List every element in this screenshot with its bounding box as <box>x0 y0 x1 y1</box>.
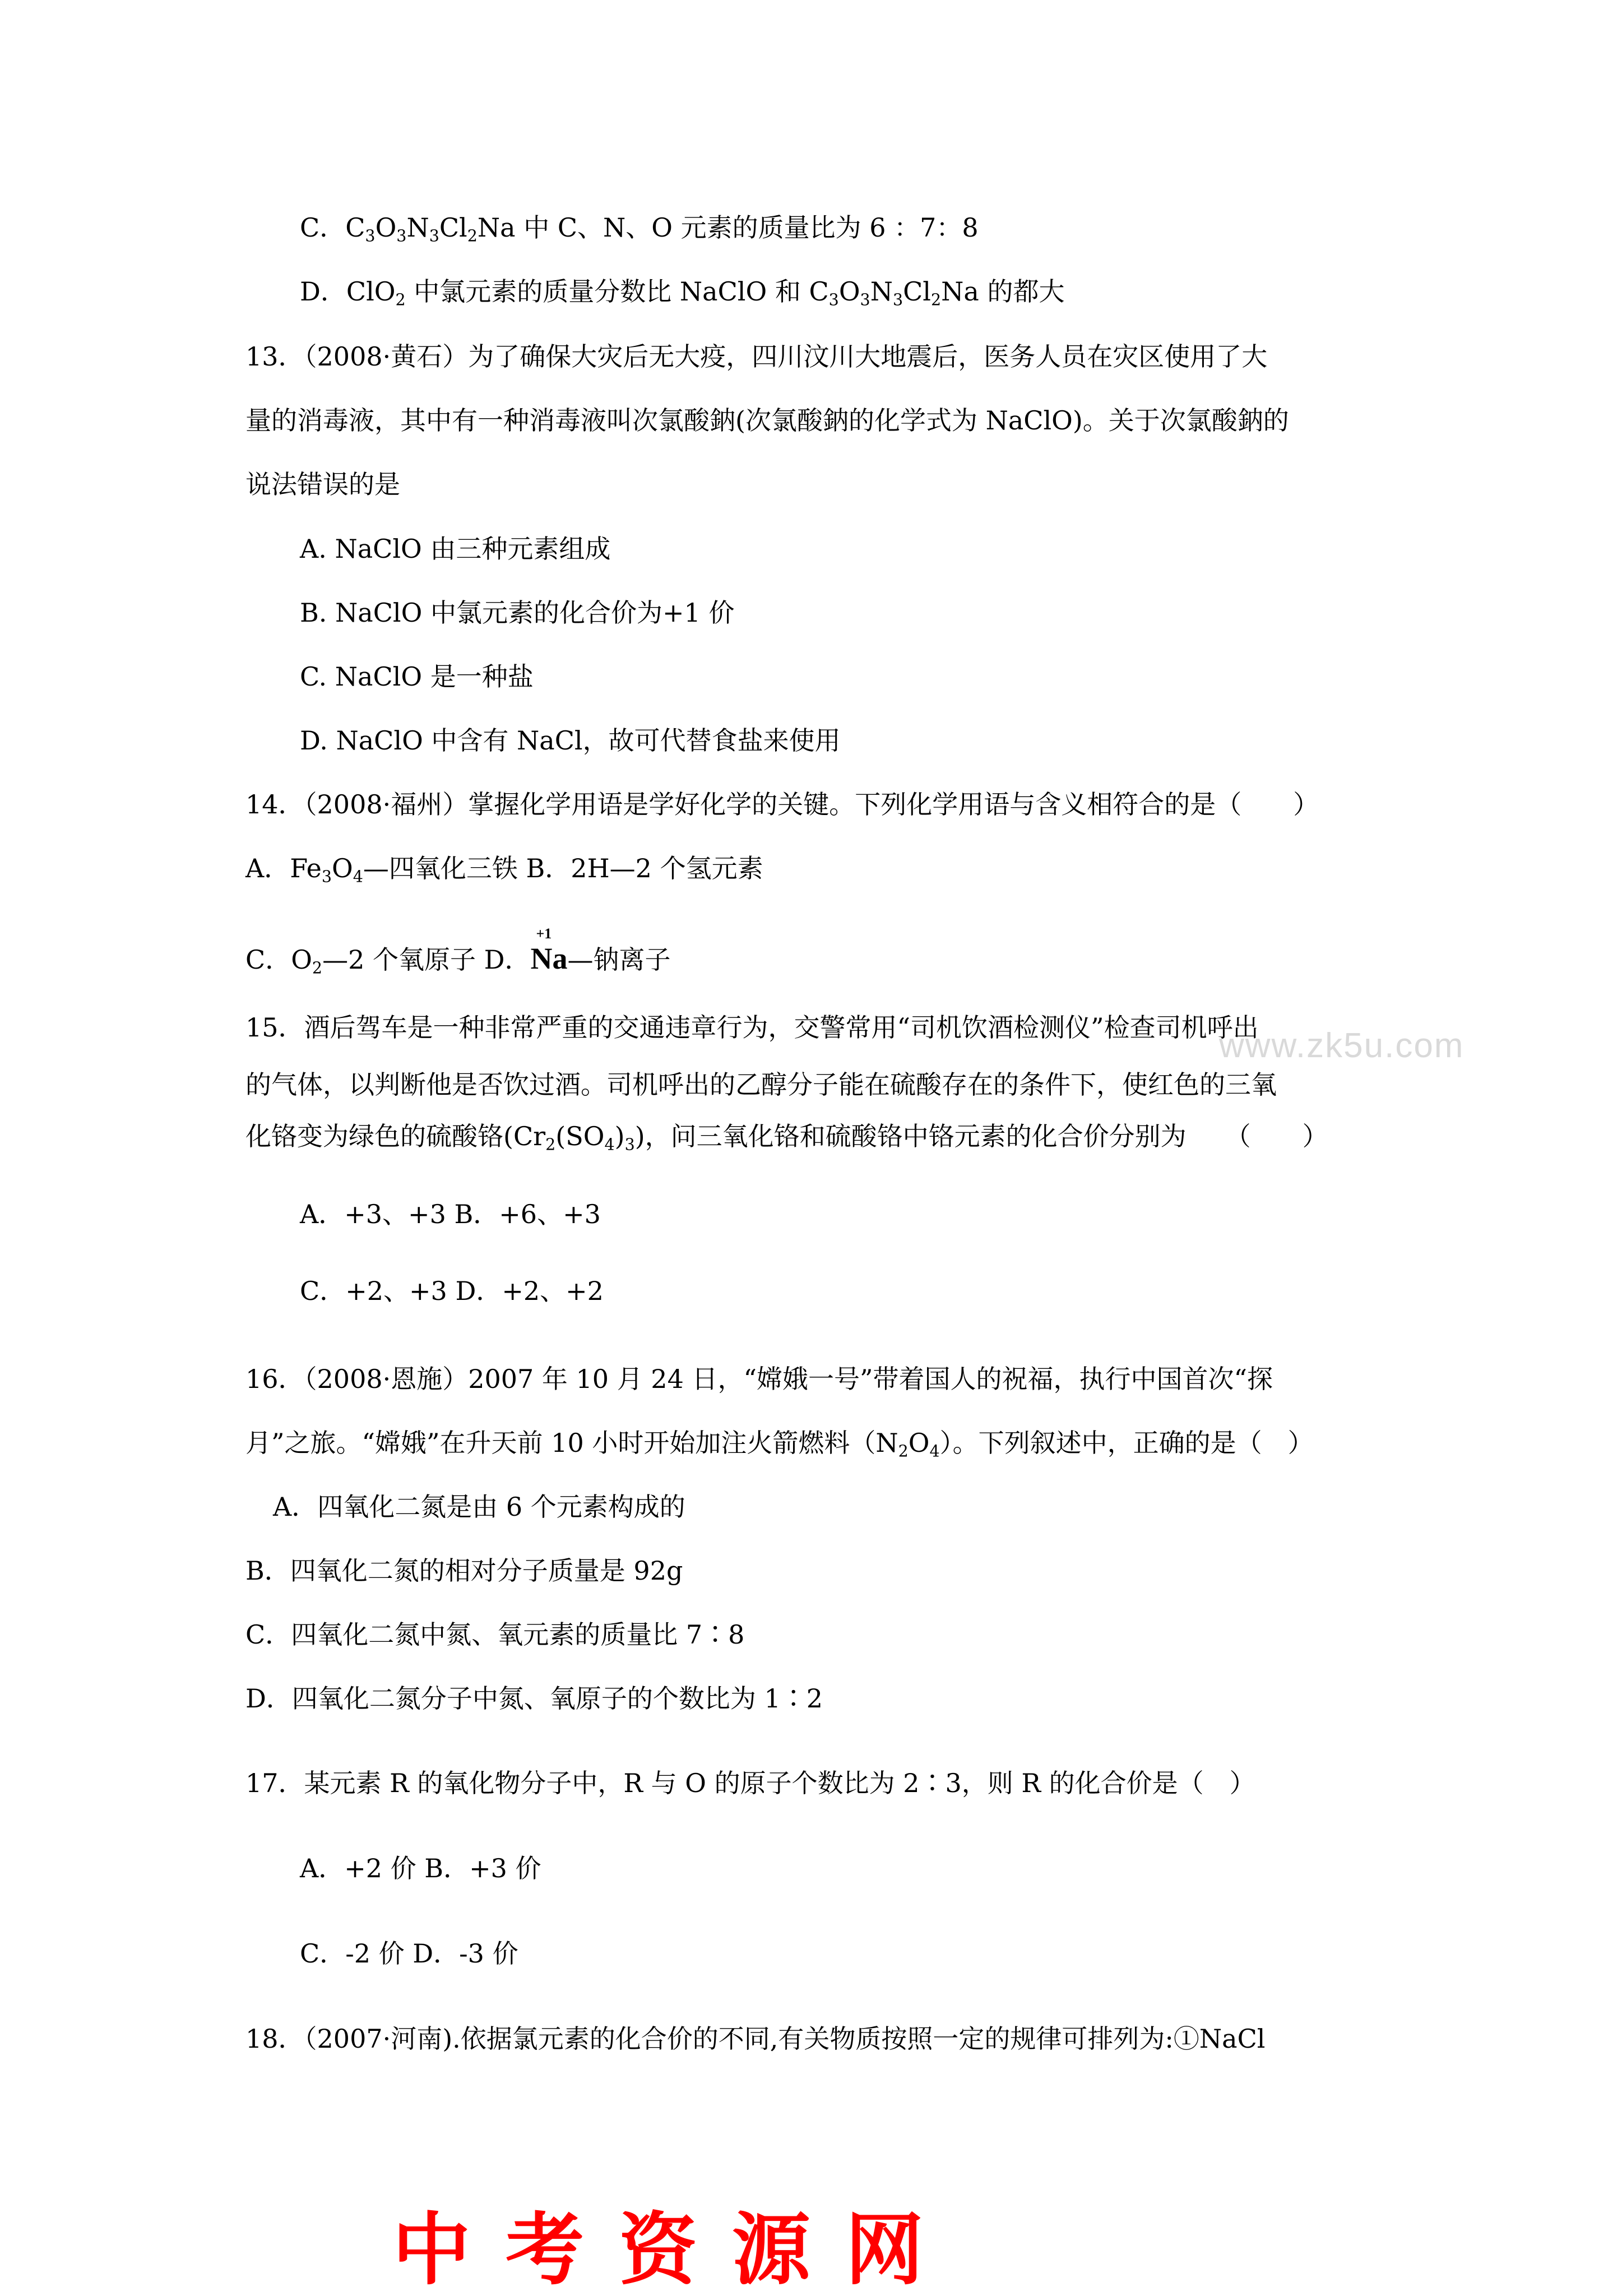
q13-option-a: A. NaClO 由三种元素组成 <box>300 534 611 564</box>
q16-stem-line2: 月”之旅。“嫦娥”在升天前 10 小时开始加注火箭燃料$(N_2O_4)$。下列叙述中，正确的是（ ） <box>245 1428 1314 1461</box>
q13-stem-line2: 量的消毒液，其中有一种消毒液叫次氯酸鈉(次氯酸鈉的化学式为 NaClO)。关于次氯酸鈉的 <box>245 405 1289 436</box>
q15-stem-line3: 化铬变为绿色的硫酸铬$(Cr_2(SO_4)_3)$，问三氧化铬和硫酸铬中铬元素的化合价分别为 （ ） <box>245 1121 1328 1154</box>
q13-option-d: D. NaClO 中含有 NaCl，故可代替食盐来使用 <box>300 725 841 756</box>
q15-options-ab: A．+3、+3 B．+6、+3 <box>300 1199 601 1229</box>
q18-stem: 18．（2007·河南).依据氯元素的化合价的不同,有关物质按照一定的规律可排列为:①NaCl <box>245 2024 1266 2054</box>
watermark: www.zk5u.com <box>1219 1026 1465 1065</box>
q16-option-d: D．四氧化二氮分子中氮、氧原子的个数比为 1∶2 <box>245 1683 823 1714</box>
q13-stem-line3: 说法错误的是 <box>245 469 400 499</box>
q13-option-c: C. NaClO 是一种盐 <box>300 661 534 692</box>
q12-option-c: C．$C_3O_3N_3Cl_2Na$ 中 C、N、O 元素的质量比为 6 ：7：8 <box>300 212 979 246</box>
q16-option-a: A．四氧化二氮是由 6 个元素构成的 <box>273 1492 685 1522</box>
q16-stem-line1: 16．（2008·恩施）2007 年 10 月 24 日，“嫦娥一号”带着国人的祝福，执行中国首次“探 <box>245 1364 1273 1394</box>
q17-options-cd: C．-2 价 D．-3 价 <box>300 1938 518 1969</box>
q14-options-cd: C．$O_2—2$ 个氧原子 D． +1 Na—钠离子 <box>245 925 671 978</box>
footer-banner: 中考资源网 <box>392 2205 959 2296</box>
q14-stem: 14．（2008·福州）掌握化学用语是学好化学的关键。下列化学用语与含义相符合的是（ ） <box>245 789 1319 820</box>
q13-option-b: B. NaClO 中氯元素的化合价为+1 价 <box>300 598 735 628</box>
sodium-charge-symbol: +1 Na <box>530 925 568 975</box>
q15-options-cd: C．+2、+3 D．+2、+2 <box>300 1276 604 1306</box>
q13-stem-line1: 13．（2008·黄石）为了确保大灾后无大疫，四川汶川大地震后，医务人员在灾区使用了大 <box>245 341 1268 372</box>
q15-stem-line2: 的气体，以判断他是否饮过酒。司机呼出的乙醇分子能在硫酸存在的条件下，使红色的三氧 <box>245 1070 1277 1100</box>
q16-option-c: C．四氧化二氮中氮、氧元素的质量比 7∶8 <box>245 1619 745 1650</box>
q14-options-ab: A．$Fe_3O_4—$四氧化三铁 B．2H—2 个氢元素 <box>245 853 763 886</box>
q16-option-b: B．四氧化二氮的相对分子质量是 92g <box>245 1556 683 1586</box>
q17-stem: 17．某元素 R 的氧化物分子中，R 与 O 的原子个数比为 2∶3，则 R 的化合价是（ ） <box>245 1768 1255 1798</box>
q17-options-ab: A．+2 价 B．+3 价 <box>300 1853 541 1883</box>
q12-option-d: D．ClO$_2$ 中氯元素的质量分数比 NaClO 和 $C_3O_3N_3Cl_2Na$ 的都大 <box>300 276 1065 309</box>
q15-stem-line1: 15．酒后驾车是一种非常严重的交通违章行为，交警常用“司机饮酒检测仪”检查司机呼出 <box>245 1012 1259 1043</box>
